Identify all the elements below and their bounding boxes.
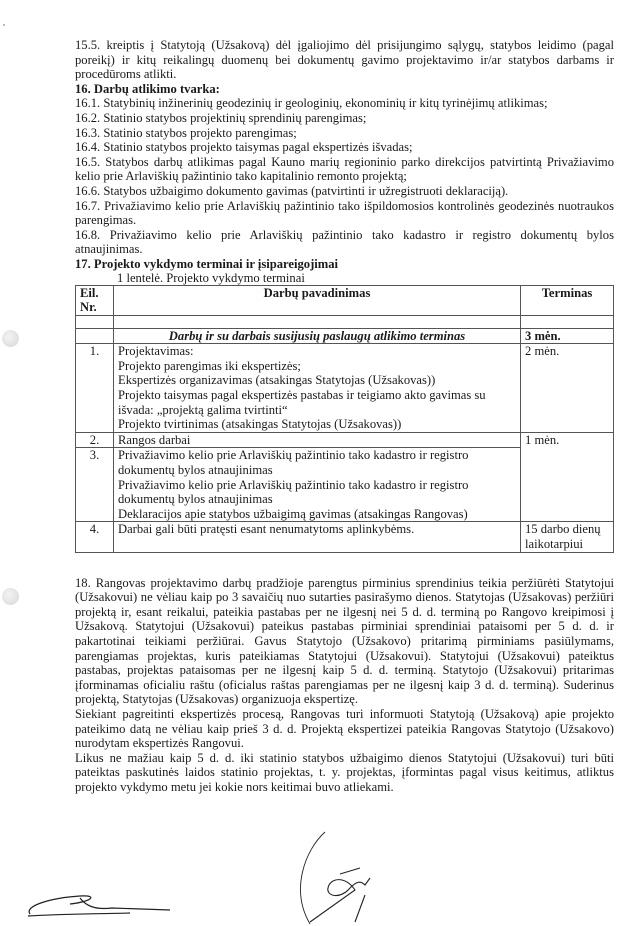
empty-cell [521,315,614,328]
row-line: Projekto parengimas iki ekspertizės; [118,358,301,373]
row-name [114,522,521,552]
heading-16: 16. Darbų atlikimo tvarka: [75,81,220,96]
heading-17: 17. Projekto vykdymo terminai ir įsipareigojimai [75,256,339,271]
row-term: 15 darbo dienų laikotarpiui [521,522,614,552]
empty-cell [76,315,114,328]
row-line: Darbai gali būti pratęsti esant nenumatytoms aplinkybėms. [118,522,415,537]
row-line: Ekspertizės organizavimas (atsakingas Statytojas (Užsakovas)) [118,373,436,388]
row-line: Rangos darbai [118,432,191,447]
header-nr: Eil. Nr. [76,285,114,315]
row-name [114,344,521,433]
paragraph-18: 18. Rangovas projektavimo darbų pradžioje parengtus pirminius sprendinius teikia peržiūrėti Statytojui (Užsakovui) ne vėliau kaip po 3 savaičių nuo sutarties pasirašymo dienos. Statytojas (Užsakovas) peržiūri projektą ir, esant reikalui, pateikia pastabas per ne ilgesnį nei 5 d. d. terminą po Rangovo kreipimosi į Užsakovą. Statytojui (Užsakovui) pateikus pastabas pirminiai sprendiniai pataisomi per 5 d. d. ir pakartotinai teikiami peržiūrai. Gavus Statytojo (Užsakovo) pritarimą pirminiams pasiūlymams, parengiamas projektas, kuris pateikiamas Statytojui (Užsakovui). Statytojui (Užsakovui) pateiktus pastabas, projektas pataisomas per ne ilgesnį kaip 5 d. d. terminą. Statytojo (Užsakovui) pritarimas įforminamas oficialiu raštu (oficialus raštas parengiamas per ne ilgesnį kaip 3 d. d. terminą). Suderinus projektą, Statytojas (Užsakovas) organizuoja ekspertizę. [75,575,614,707]
list-item-16-2: 16.2. Statinio statybos projektinių sprendinių parengimas; [75,110,367,125]
row-line: Projekto taisymas pagal ekspertizės pastabas ir teigiamo akto gavimas su išvada: „projektą galima tvirtinti“ [118,388,486,417]
header-term: Terminas [521,285,614,315]
list-16 [75,96,614,257]
header-name: Darbų pavadinimas [114,285,521,315]
list-item-16-7: 16.7. Privažiavimo kelio prie Arlaviškių pažintinio tako išpildomosios kontrolinės geodezinės nuotraukos parengimas. [75,198,614,228]
scan-speck [3,24,5,26]
list-item-16-5: 16.5. Statybos darbų atlikimas pagal Kauno marių regioninio parko direkcijos patvirtintą Privažiavimo kelio prie Arlaviškių pažintinio tako kapitalinio remonto projektą; [75,154,614,184]
row-line: Deklaracijos apie statybos užbaigimą gavimas (atsakingas Rangovas) [118,506,468,521]
row-nr: 3. [76,448,114,522]
row-nr: 4. [76,522,114,552]
document-body [75,38,614,795]
row-line: Projektavimas: [118,344,194,359]
row-nr: 2. [76,432,114,448]
paragraph-15-5: 15.5. kreiptis į Statytoją (Užsakovą) dėl įgaliojimo dėl prisijungimo sąlygų, statybos leidimo (pagal poreikį) ir kitų reikalingų duomenų bei dokumentų gavimo projektavimo ir/ar statybos darbams ir procedūroms atlikti. [75,38,614,82]
empty-cell [76,328,114,344]
table-header-row [76,285,614,315]
row-name [114,448,521,522]
list-item-16-8: 16.8. Privažiavimo kelio prie Arlaviškių pažintinio tako kadastro ir registro dokumentų bylos atnaujinimas. [75,227,614,257]
subheader-term: 3 mėn. [521,328,614,344]
paragraph-18-c: Likus ne mažiau kaip 5 d. d. iki statinio statybos užbaigimo dienos Statytojui (Užsakovui) turi būti pateiktas paskutinės laidos statinio projektas, t. y. projektas, įformintas pagal visus keitimus, atliktus projekto vykdymo metu jei kokie nors keitimai buvo atliekami. [75,750,614,794]
row-term: 2 mėn. [521,344,614,433]
punch-hole-bottom [2,588,19,605]
row-line: Privažiavimo kelio prie Arlaviškių pažintinio tako kadastro ir registro dokumentų bylos atnaujinimas [118,477,469,507]
table-row [76,432,614,448]
empty-cell [114,315,521,328]
list-item-16-4: 16.4. Statinio statybos projekto taisymas pagal ekspertizės išvadas; [75,140,413,155]
row-line: Privažiavimo kelio prie Arlaviškių pažintinio tako kadastro ir registro dokumentų bylos atnaujinimas [118,448,469,478]
subheader-name: Darbų ir su darbais susijusių paslaugų atlikimo terminas [114,328,521,344]
row-term: 1 mėn. [521,432,614,522]
row-nr: 1. [76,344,114,433]
table-empty-row [76,315,614,328]
table-subheader-row [76,328,614,344]
list-item-16-3: 16.3. Statinio statybos projekto parengimas; [75,125,297,140]
list-item-16-6: 16.6. Statybos užbaigimo dokumento gavimas (patvirtinti ir užregistruoti deklaraciją). [75,183,509,198]
signature-left [20,880,180,920]
table-caption: 1 lentelė. Projekto vykdymo terminai [117,270,305,285]
section-18 [75,576,614,795]
list-item-16-1: 16.1. Statybinių inžinerinių geodezinių ir geologinių, ekonominių ir kitų tyrinėjimų atlikimas; [75,96,548,111]
row-line: Projekto tvirtinimas (atsakingas Statytojas (Užsakovas)) [118,417,402,432]
signature-right [270,830,400,926]
punch-hole-top [2,330,19,347]
terms-table [75,285,614,553]
table-row [76,522,614,552]
row-name [114,432,521,448]
paragraph-18-b: Siekiant pagreitinti ekspertizės procesą, Rangovas turi informuoti Statytoją (Užsakovą) apie projekto pateikimo datą ne vėliau kaip prieš 3 d. d. Projektą ekspertizei pateikia Rangovas Statytojo (Užsakovo) nurodytam ekspertizės Rangovui. [75,706,614,751]
table-row [76,344,614,433]
